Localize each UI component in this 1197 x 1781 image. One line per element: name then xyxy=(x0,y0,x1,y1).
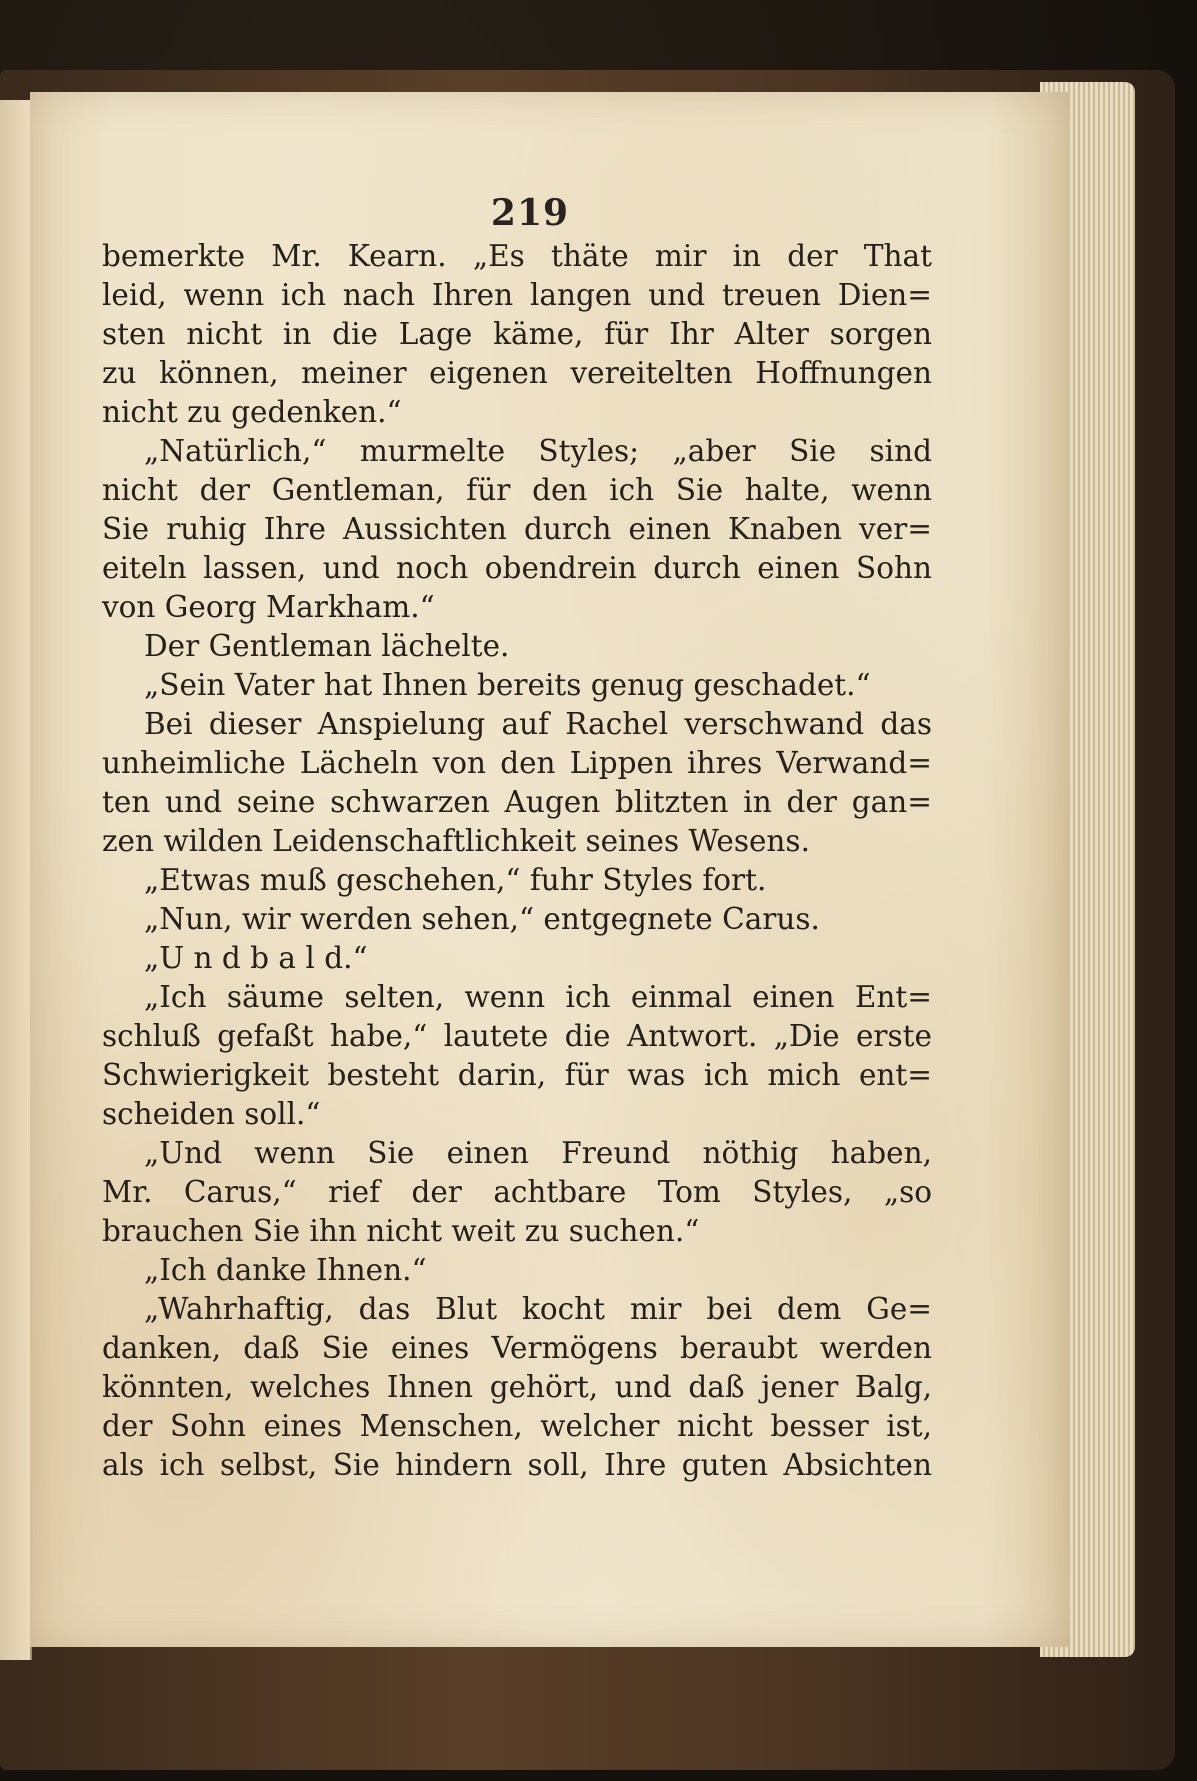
text-line: schluß gefaßt habe,“ lautete die Antwort. „Die erste xyxy=(102,1019,932,1053)
text-line: Bei dieser Anspielung auf Rachel verschwand das xyxy=(144,707,932,741)
text-line: „Wahrhaftig, das Blut kocht mir bei dem Ge= xyxy=(144,1292,932,1326)
text-line: „Und wenn Sie einen Freund nöthig haben, xyxy=(144,1136,932,1170)
text-line: zen wilden Leidenschaftlichkeit seines Wesens. xyxy=(102,824,810,858)
text-line: Schwierigkeit besteht darin, für was ich mich ent= xyxy=(102,1058,932,1092)
text-line: eiteln lassen, und noch obendrein durch einen Sohn xyxy=(102,551,932,585)
text-line: könnten, welches Ihnen gehört, und daß jener Balg, xyxy=(102,1370,932,1404)
text-line: unheimliche Lächeln von den Lippen ihres Verwand= xyxy=(102,746,932,780)
text-line: nicht zu gedenken.“ xyxy=(102,395,402,429)
text-line: „U n d b a l d.“ xyxy=(144,941,368,975)
text-line: als ich selbst, Sie hindern soll, Ihre guten Absichten xyxy=(102,1448,932,1482)
page-number: 219 xyxy=(490,192,570,234)
text-line: bemerkte Mr. Kearn. „Es thäte mir in der That xyxy=(102,239,932,273)
text-line: Mr. Carus,“ rief der achtbare Tom Styles, „so xyxy=(102,1175,932,1209)
text-line: Der Gentleman lächelte. xyxy=(144,629,510,663)
text-line: danken, daß Sie eines Vermögens beraubt werden xyxy=(102,1331,932,1365)
text-line: „Etwas muß geschehen,“ fuhr Styles fort. xyxy=(144,863,767,897)
text-line: scheiden soll.“ xyxy=(102,1097,321,1131)
text-line: zu können, meiner eigenen vereitelten Hoffnungen xyxy=(102,356,932,390)
text-line: „Nun, wir werden sehen,“ entgegnete Carus. xyxy=(144,902,820,936)
book-page xyxy=(30,92,1070,1647)
text-line: leid, wenn ich nach Ihren langen und treuen Dien= xyxy=(102,278,932,312)
text-line: „Natürlich,“ murmelte Styles; „aber Sie sind xyxy=(144,434,932,468)
text-line: „Ich säume selten, wenn ich einmal einen Ent= xyxy=(144,980,932,1014)
text-line: nicht der Gentleman, für den ich Sie halte, wenn xyxy=(102,473,932,507)
text-line: „Sein Vater hat Ihnen bereits genug geschadet.“ xyxy=(144,668,871,702)
text-line: brauchen Sie ihn nicht weit zu suchen.“ xyxy=(102,1214,700,1248)
page-text xyxy=(102,237,932,1485)
text-line: „Ich danke Ihnen.“ xyxy=(144,1253,427,1287)
text-line: Sie ruhig Ihre Aussichten durch einen Knaben ver= xyxy=(102,512,932,546)
text-line: der Sohn eines Menschen, welcher nicht besser ist, xyxy=(102,1409,932,1443)
text-line: sten nicht in die Lage käme, für Ihr Alter sorgen xyxy=(102,317,932,351)
text-line: ten und seine schwarzen Augen blitzten in der gan= xyxy=(102,785,932,819)
left-page-edge xyxy=(0,100,32,1660)
text-line: von Georg Markham.“ xyxy=(102,590,435,624)
